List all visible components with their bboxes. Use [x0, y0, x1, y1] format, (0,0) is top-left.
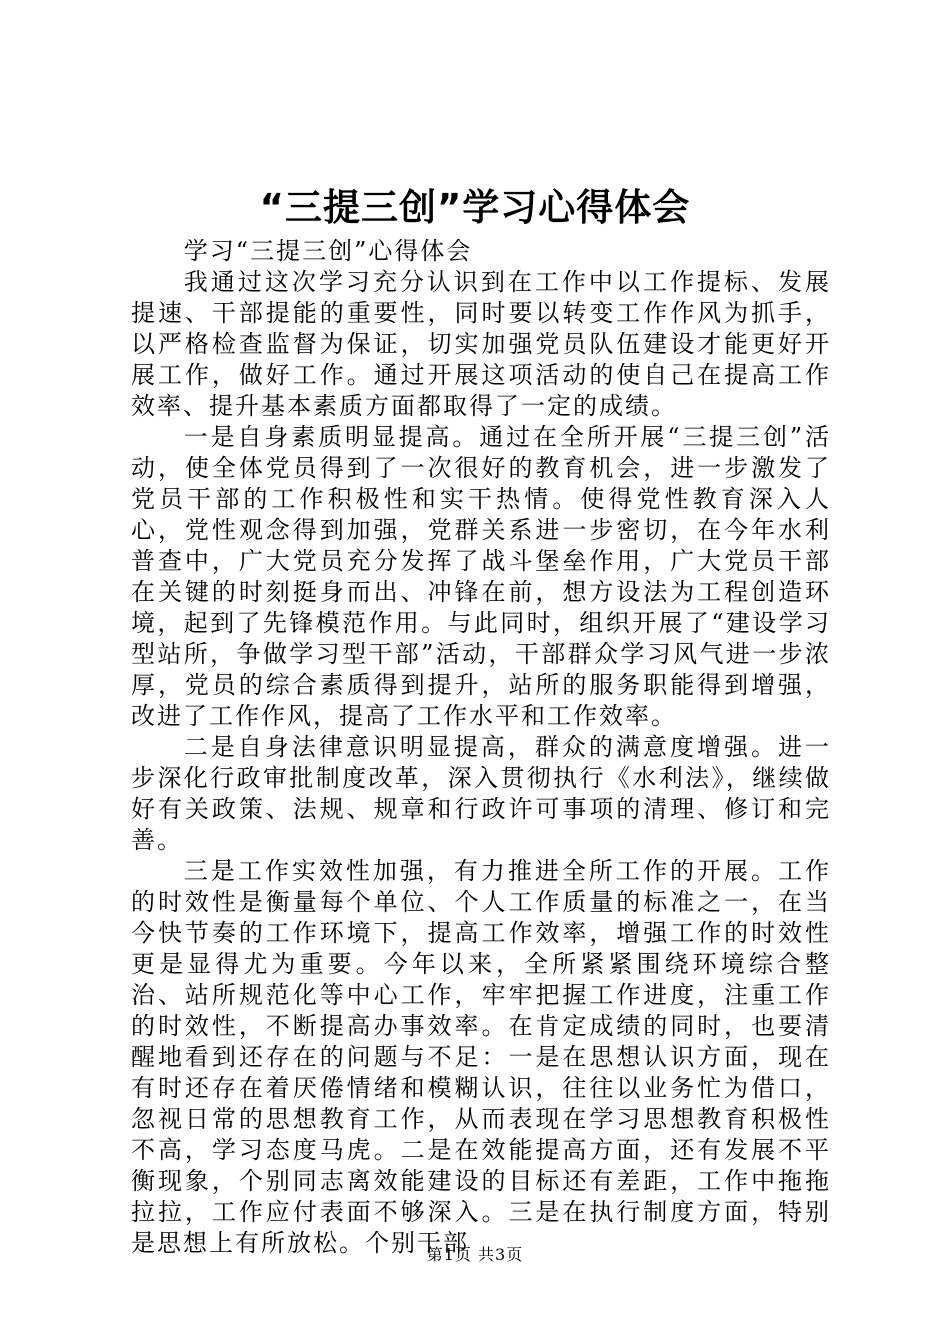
document-title: “三提三创”学习心得体会 — [259, 186, 691, 229]
body-paragraph-point-three: 三是工作实效性加强，有力推进全所工作的开展。工作的时效性是衡量每个单位、个人工作质量的标准之一，在当今快节奏的工作环境下，提高工作效率，增强工作的时效性更是显得尤为重要。今年以来，全所紧紧围绕环境综合整治、站所规范化等中心工作，牢牢把握工作进度，注重工作的时效性，不断提高办事效率。在肯定成绩的同时，也要清醒地看到还存在的问题与不足：一是在思想认识方面，现在有时还存在着厌倦情绪和模糊认识，往往以业务忙为借口，忽视日常的思想教育工作，从而表现在学习思想教育积极性不高，学习态度马虎。二是在效能提高方面，还有发展不平衡现象，个别同志离效能建设的目标还有差距，工作中拖拖拉拉，工作应付表面不够深入。三是在执行制度方面，特别是思想上有所放松。个别干部 — [131, 857, 831, 1257]
body-paragraph-point-two: 二是自身法律意识明显提高，群众的满意度增强。进一步深化行政审批制度改革，深入贯彻执行《水利法》，继续做好有关政策、法规、规章和行政许可事项的清理、修订和完善。 — [131, 733, 831, 854]
subtitle-paragraph: 学习“三提三创”心得体会 — [183, 237, 473, 265]
body-paragraph-intro: 我通过这次学习充分认识到在工作中以工作提标、发展提速、干部提能的重要性，同时要以转变工作作风为抓手，以严格检查监督为保证，切实加强党员队伍建设才能更好开展工作，做好工作。通过开展这项活动的使自己在提高工作效率、提升基本素质方面都取得了一定的成绩。 — [131, 268, 831, 420]
document-body — [131, 236, 831, 1259]
body-paragraph-point-one: 一是自身素质明显提高。通过在全所开展“三提三创”活动，使全体党员得到了一次很好的教育机会，进一步激发了党员干部的工作积极性和实干热情。使得党性教育深入人心，党性观念得到加强，党群关系进一步密切，在今年水利普查中，广大党员充分发挥了战斗堡垒作用，广大党员干部在关键的时刻挺身而出、冲锋在前，想方设法为工程创造环境，起到了先锋模范作用。与此同时，组织开展了“建设学习型站所，争做学习型干部”活动，干部群众学习风气进一步浓厚，党员的综合素质得到提升，站所的服务职能得到增强，改进了工作作风，提高了工作水平和工作效率。 — [131, 423, 831, 730]
page-number-footer: 第1页 共3页 — [426, 1245, 524, 1264]
